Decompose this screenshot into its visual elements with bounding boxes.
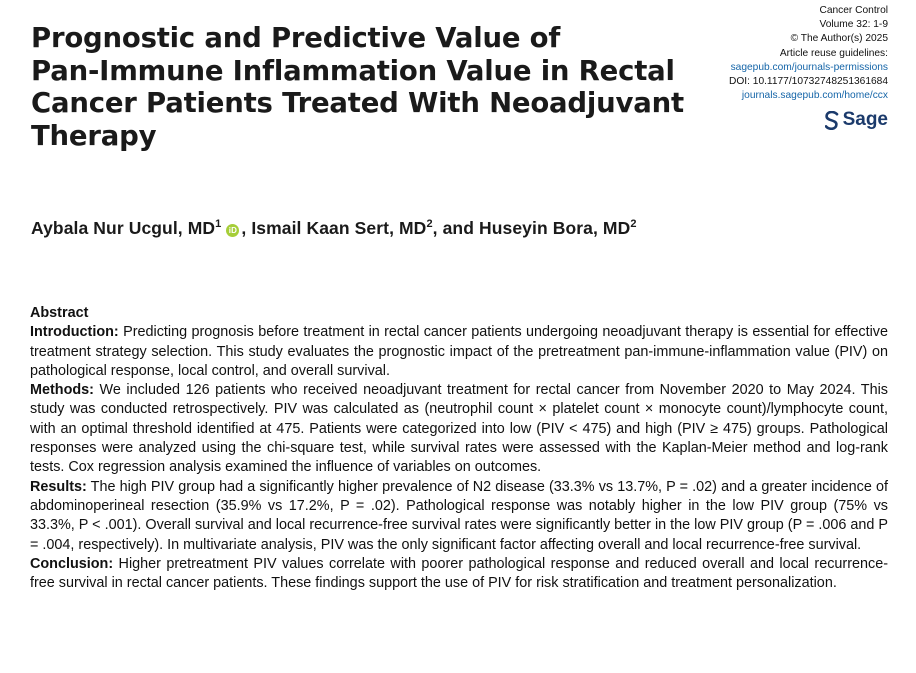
author-separator: , xyxy=(241,218,247,238)
section-text: Predicting prognosis before treatment in rectal cancer patients undergoing neoadjuvant therapy is essential for effective treatment strategy selection. This study evaluates the prognostic impact of the pretreatment pan-immune-inflammation value (PIV) on pathological response, local control, and overall survival. xyxy=(30,324,888,379)
section-text: The high PIV group had a significantly higher prevalence of N2 disease (33.3% vs 13.7%, P = .02) and a greater incidence of abdominoperineal resection (35.9% vs 17.2%, P = .02). Pathological response was notably higher in the low PIV group (75% vs 33.3%, P < .001). Overall survival and local recurrence-free survival rates were significantly better in the low PIV group (P = .006 and P = .004, respectively). In multivariate analysis, PIV was the only significant factor affecting overall and local recurrence-free survival. xyxy=(30,478,888,553)
abstract-heading: Abstract xyxy=(30,305,89,321)
abstract-introduction xyxy=(30,323,888,381)
author-list xyxy=(31,218,637,239)
abstract-methods xyxy=(30,381,888,477)
affiliation-mark: 2 xyxy=(630,218,637,230)
section-label: Introduction: xyxy=(30,324,119,341)
author-name: Aybala Nur Ucgul, MD xyxy=(31,218,216,238)
affiliation-mark: 2 xyxy=(426,218,433,230)
title-line: Cancer Patients Treated With Neoadjuvant xyxy=(31,87,684,119)
journal-name: Cancer Control xyxy=(819,5,888,16)
orcid-icon[interactable]: iD xyxy=(226,224,239,237)
abstract xyxy=(30,304,888,593)
abstract-conclusion xyxy=(30,555,888,594)
section-label: Results: xyxy=(30,478,87,495)
section-text: We included 126 patients who received neoadjuvant treatment for rectal cancer from November 2020 to May 2024. This study was conducted retrospectively. PIV was calculated as (neutrophil count × platelet count × monocyte count)/lymphocyte count, with an optimal threshold identified at 475. Patients were categorized into low (PIV < 475) and high (PIV ≥ 475) groups. Pathological responses were analyzed using the chi-square test, while survival rates were assessed with the Kaplan-Meier method and log-rank tests. Cox regression analysis examined the influence of variables on outcomes. xyxy=(30,382,888,476)
author-separator: , and xyxy=(432,218,474,238)
sage-logo-icon xyxy=(825,111,839,130)
section-label: Conclusion: xyxy=(30,555,114,572)
publisher-name: Sage xyxy=(842,109,888,130)
copyright: © The Author(s) 2025 xyxy=(790,33,888,45)
journal-home-link[interactable]: journals.sagepub.com/home/ccx xyxy=(741,90,888,102)
journal-volume: Volume 32: 1-9 xyxy=(819,19,888,31)
affiliation-mark: 1 xyxy=(215,218,222,230)
doi: DOI: 10.1177/10732748251361684 xyxy=(729,76,888,88)
article-title xyxy=(31,22,691,152)
section-label: Methods: xyxy=(30,382,94,399)
title-line: Prognostic and Predictive Value of xyxy=(31,22,561,54)
title-line: Pan-Immune Inflammation Value in Rectal xyxy=(31,54,675,87)
publisher-logo xyxy=(825,109,888,131)
section-text: Higher pretreatment PIV values correlate with poorer pathological response and reduced overall and local recurrence-free survival in rectal cancer patients. These findings support the use of PIV for risk stratification and treatment personalization. xyxy=(30,555,888,592)
abstract-results xyxy=(30,478,888,555)
title-line: Therapy xyxy=(31,119,157,152)
permissions-link[interactable]: sagepub.com/journals-permissions xyxy=(730,61,888,73)
author-name: Ismail Kaan Sert, MD xyxy=(251,218,427,238)
reuse-label: Article reuse guidelines: xyxy=(779,47,888,59)
author-name: Huseyin Bora, MD xyxy=(478,218,631,238)
journal-info xyxy=(729,4,888,103)
